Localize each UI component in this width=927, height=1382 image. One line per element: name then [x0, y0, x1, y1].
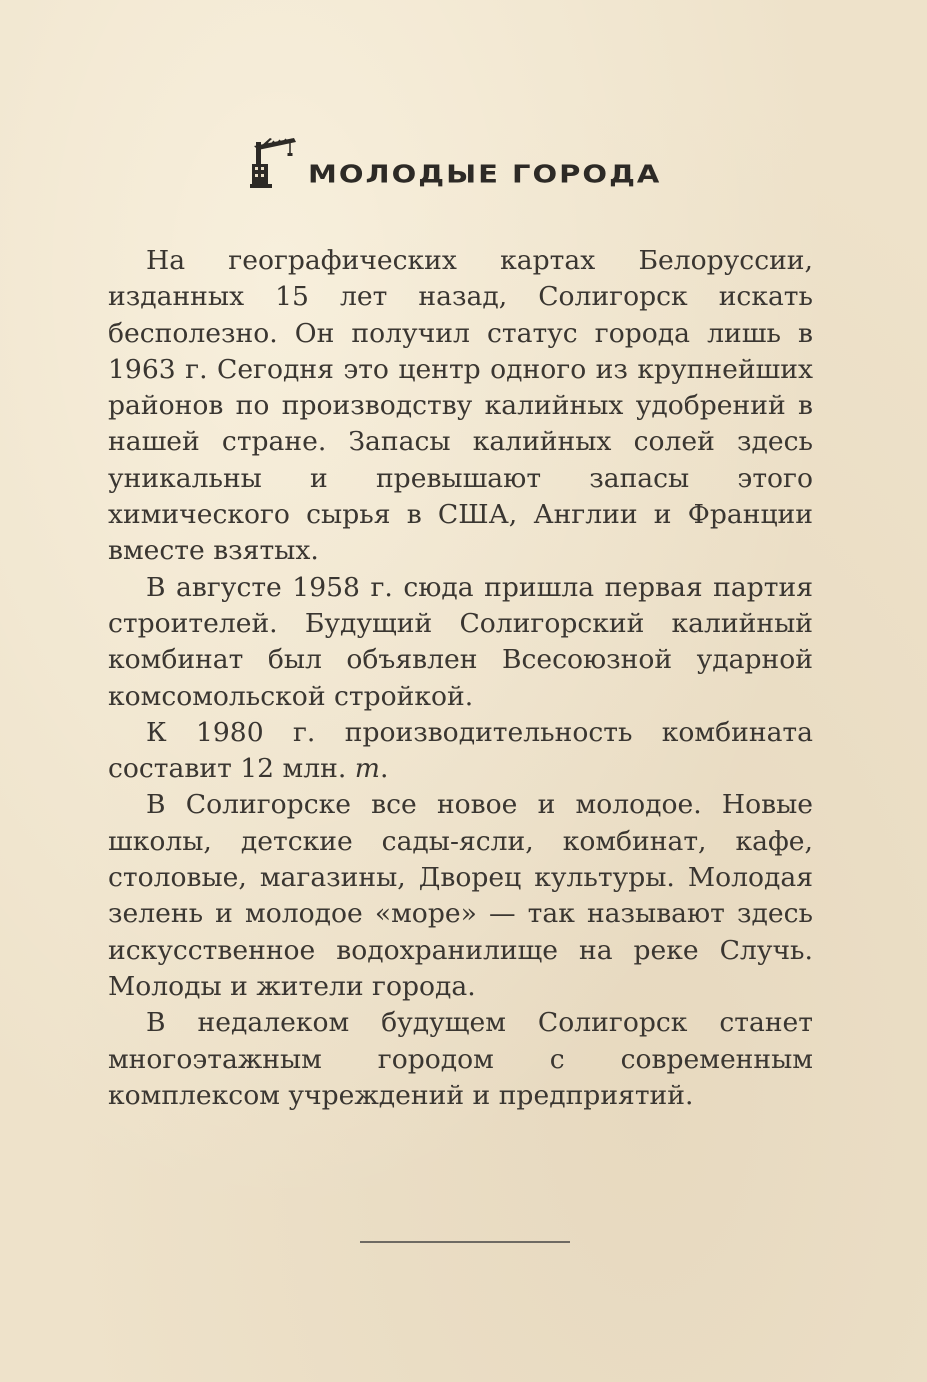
paragraph-3-text: К 1980 г. производительность комбината составит 12 млн. [108, 716, 813, 785]
paragraph-3 [108, 715, 813, 788]
paragraph-2: В августе 1958 г. сюда пришла первая партия строителей. Будущий Солигорский калийный комбинат был объявлен Всесоюзной ударной комсомольской стройкой. [108, 571, 813, 712]
paragraph-5: В недалеком будущем Солигорск станет многоэтажным городом с современным комплексом учреждений и предприятий. [108, 1007, 813, 1111]
paragraph-1: На географических картах Белоруссии, изданных 15 лет назад, Солигорск искать бесполезно. Он получил статус города лишь в 1963 г. Сегодня это центр одного из крупнейших районов по производству калийных удобрений в нашей стране. Запасы калийных солей здесь уникальны и превышают запасы этого химического сырья в США, Англии и Франции вместе взятых. [108, 245, 813, 567]
body-text [108, 243, 813, 1114]
unit-tonnes: т [354, 753, 380, 785]
crane-building-icon [250, 134, 312, 192]
section-title: МОЛОДЫЕ ГОРОДА [308, 159, 662, 189]
section-end-rule [360, 1241, 570, 1243]
section-header [250, 132, 661, 192]
paragraph-4: В Солигорске все новое и молодое. Новые школы, детские сады-ясли, комбинат, кафе, столовые, магазины, Дворец культуры. Молодая зелень и молодое «море» — так называют здесь искусственное водохранилище на реке Случь. Молоды и жители города. [108, 789, 813, 1002]
paragraph-3-end: . [379, 753, 389, 785]
